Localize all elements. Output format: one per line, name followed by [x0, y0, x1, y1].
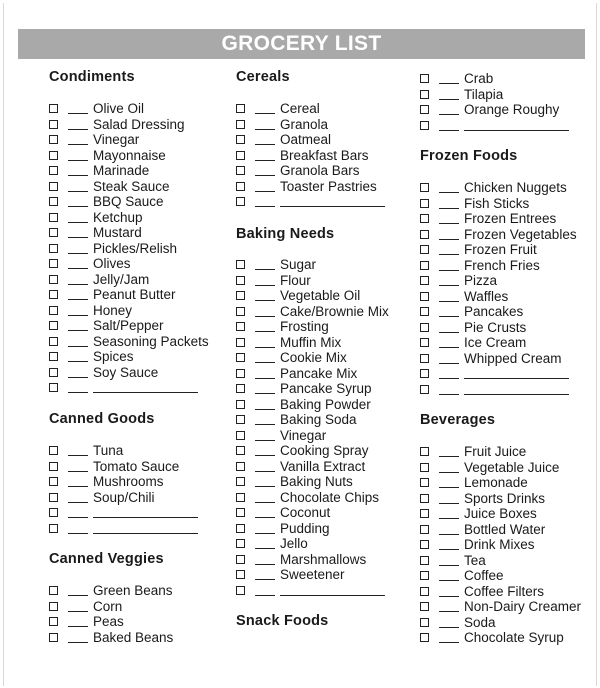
quantity-blank: [439, 534, 459, 535]
quantity-blank: [439, 472, 459, 473]
checkbox[interactable]: [49, 120, 58, 129]
checkbox[interactable]: [420, 292, 429, 301]
item-label: Granola: [280, 116, 329, 132]
quantity-blank: [439, 503, 459, 504]
item-label: Baking Nuts: [280, 474, 353, 489]
checkbox[interactable]: [420, 230, 429, 239]
quantity-blank: [439, 99, 459, 100]
checkbox[interactable]: [420, 245, 429, 254]
quantity-blank: [439, 192, 459, 193]
quantity-blank: [439, 487, 459, 488]
checkbox[interactable]: [236, 431, 245, 440]
checkbox[interactable]: [49, 182, 58, 191]
checkbox[interactable]: [49, 166, 58, 175]
quantity-blank: [255, 331, 275, 332]
item-label: Frozen Fruit: [464, 242, 537, 257]
item-label: Mushrooms: [93, 474, 164, 489]
quantity-blank: [439, 378, 459, 379]
quantity-blank: [68, 191, 88, 192]
checkbox[interactable]: [236, 291, 245, 300]
checkbox[interactable]: [49, 244, 58, 253]
quantity-blank: [68, 315, 88, 316]
checkbox[interactable]: [49, 508, 58, 517]
checkbox[interactable]: [236, 135, 245, 144]
checkbox[interactable]: [420, 633, 429, 642]
quantity-blank: [439, 611, 459, 612]
section-heading: Canned Goods: [49, 411, 155, 427]
checkbox[interactable]: [420, 90, 429, 99]
quantity-blank: [68, 237, 88, 238]
item-label: Pudding: [280, 520, 330, 536]
quantity-blank: [439, 285, 459, 286]
quantity-blank: [255, 517, 275, 518]
checkbox[interactable]: [420, 556, 429, 565]
item-label: Vinegar: [280, 427, 327, 443]
quantity-blank: [68, 299, 88, 300]
item-label: Green Beans: [93, 583, 173, 598]
checkbox[interactable]: [236, 151, 245, 160]
checkbox[interactable]: [49, 633, 58, 642]
quantity-blank: [439, 596, 459, 597]
checkbox[interactable]: [236, 415, 245, 424]
item-label: Pancake Syrup: [280, 381, 372, 396]
section-heading: Canned Veggies: [49, 551, 164, 567]
section-heading: Condiments: [49, 69, 135, 85]
item-label: Oatmeal: [280, 132, 332, 147]
checkbox[interactable]: [49, 135, 58, 144]
checkbox[interactable]: [420, 385, 429, 394]
item-label: Cake/Brownie Mix: [280, 303, 389, 319]
item-label: Mayonnaise: [93, 147, 166, 163]
quantity-blank: [68, 486, 88, 487]
quantity-blank: [439, 518, 459, 519]
item-label: Chocolate Chips: [280, 489, 380, 505]
checkbox[interactable]: [49, 352, 58, 361]
quantity-blank: [439, 332, 459, 333]
checkbox[interactable]: [236, 446, 245, 455]
quantity-blank: [255, 440, 275, 441]
quantity-blank: [68, 206, 88, 207]
item-label: Juice Boxes: [464, 506, 537, 521]
quantity-blank: [255, 175, 275, 176]
quantity-blank: [68, 253, 88, 254]
item-label: Non-Dairy Creamer: [464, 599, 582, 614]
quantity-blank: [439, 549, 459, 550]
checkbox[interactable]: [236, 586, 245, 595]
item-label: Pancake Mix: [280, 365, 358, 381]
checkbox[interactable]: [49, 446, 58, 455]
checkbox[interactable]: [49, 368, 58, 377]
checkbox[interactable]: [420, 478, 429, 487]
item-label: Ketchup: [93, 209, 143, 225]
section-heading: Frozen Foods: [420, 148, 518, 164]
quantity-blank: [255, 316, 275, 317]
checkbox[interactable]: [49, 213, 58, 222]
checkbox[interactable]: [49, 462, 58, 471]
checkbox[interactable]: [236, 166, 245, 175]
item-label: Coconut: [280, 505, 331, 520]
item-label: Tuna: [93, 443, 124, 458]
item-label: Peanut Butter: [93, 287, 176, 302]
item-label: Ice Cream: [464, 335, 527, 350]
write-in-line: [93, 533, 198, 534]
checkbox[interactable]: [236, 338, 245, 347]
item-label: Cereal: [280, 101, 320, 116]
item-label: Pancakes: [464, 304, 524, 319]
checkbox[interactable]: [236, 197, 245, 206]
quantity-blank: [439, 83, 459, 84]
checkbox[interactable]: [420, 369, 429, 378]
item-label: Vegetable Oil: [280, 288, 361, 303]
quantity-blank: [439, 565, 459, 566]
checkbox[interactable]: [49, 477, 58, 486]
section-heading: Snack Foods: [236, 613, 329, 629]
checkbox[interactable]: [49, 617, 58, 626]
checkbox[interactable]: [420, 74, 429, 83]
quantity-blank: [439, 347, 459, 348]
quantity-blank: [439, 301, 459, 302]
checkbox[interactable]: [236, 570, 245, 579]
item-label: Spices: [93, 349, 134, 364]
quantity-blank: [255, 300, 275, 301]
checkbox[interactable]: [49, 602, 58, 611]
checkbox[interactable]: [420, 121, 429, 130]
quantity-blank: [439, 239, 459, 240]
checkbox[interactable]: [236, 104, 245, 113]
item-label: Muffin Mix: [280, 334, 342, 350]
checkbox[interactable]: [236, 384, 245, 393]
checkbox[interactable]: [420, 307, 429, 316]
checkbox[interactable]: [420, 602, 429, 611]
quantity-blank: [439, 580, 459, 581]
item-label: Tomato Sauce: [93, 458, 180, 474]
item-label: Frozen Vegetables: [464, 226, 577, 242]
quantity-blank: [68, 517, 88, 518]
checkbox[interactable]: [420, 618, 429, 627]
quantity-blank: [255, 533, 275, 534]
quantity-blank: [255, 113, 275, 114]
item-label: Pizza: [464, 273, 498, 288]
checkbox[interactable]: [420, 463, 429, 472]
quantity-blank: [68, 129, 88, 130]
quantity-blank: [68, 284, 88, 285]
checkbox[interactable]: [236, 462, 245, 471]
checkbox[interactable]: [49, 383, 58, 392]
item-label: Frozen Entrees: [464, 211, 557, 226]
quantity-blank: [68, 330, 88, 331]
checkbox[interactable]: [236, 353, 245, 362]
quantity-blank: [68, 392, 88, 393]
quantity-blank: [255, 269, 275, 270]
section-heading: Beverages: [420, 412, 496, 428]
checkbox[interactable]: [420, 525, 429, 534]
checkbox[interactable]: [236, 493, 245, 502]
quantity-blank: [68, 361, 88, 362]
checkbox[interactable]: [49, 321, 58, 330]
quantity-blank: [439, 130, 459, 131]
checkbox[interactable]: [236, 322, 245, 331]
checkbox[interactable]: [420, 105, 429, 114]
item-label: Waffles: [464, 288, 509, 304]
checkbox[interactable]: [420, 338, 429, 347]
item-label: Olives: [93, 256, 131, 271]
quantity-blank: [68, 175, 88, 176]
item-label: Soda: [464, 614, 496, 630]
item-label: French Fries: [464, 257, 540, 273]
item-label: Crab: [464, 71, 494, 86]
item-label: Peas: [93, 614, 124, 629]
item-label: Orange Roughy: [464, 102, 560, 117]
section-heading: Cereals: [236, 69, 290, 85]
item-label: Vegetable Juice: [464, 459, 560, 475]
quantity-blank: [439, 316, 459, 317]
checkbox[interactable]: [420, 214, 429, 223]
item-label: Salad Dressing: [93, 116, 185, 132]
quantity-blank: [255, 579, 275, 580]
item-label: Fruit Juice: [464, 444, 527, 459]
item-label: Chicken Nuggets: [464, 180, 567, 195]
quantity-blank: [439, 270, 459, 271]
write-in-line: [93, 517, 198, 518]
checkbox[interactable]: [49, 275, 58, 284]
item-label: Toaster Pastries: [280, 178, 377, 194]
checkbox[interactable]: [420, 494, 429, 503]
quantity-blank: [439, 456, 459, 457]
item-label: Drink Mixes: [464, 537, 535, 552]
checkbox[interactable]: [236, 539, 245, 548]
quantity-blank: [255, 160, 275, 161]
quantity-blank: [68, 471, 88, 472]
checkbox[interactable]: [49, 228, 58, 237]
item-label: Chocolate Syrup: [464, 630, 564, 645]
item-label: Corn: [93, 598, 123, 614]
quantity-blank: [255, 129, 275, 130]
write-in-line: [280, 595, 385, 596]
item-label: Coffee: [464, 568, 504, 583]
item-label: Flour: [280, 272, 311, 288]
quantity-blank: [68, 377, 88, 378]
item-label: Jelly/Jam: [93, 271, 150, 287]
quantity-blank: [255, 595, 275, 596]
checkbox[interactable]: [420, 509, 429, 518]
item-label: Sugar: [280, 257, 317, 272]
item-label: Baking Soda: [280, 412, 357, 427]
checkbox[interactable]: [49, 259, 58, 268]
checkbox[interactable]: [236, 400, 245, 409]
quantity-blank: [68, 160, 88, 161]
checkbox[interactable]: [49, 290, 58, 299]
quantity-blank: [439, 394, 459, 395]
item-label: Baking Powder: [280, 396, 371, 412]
checkbox[interactable]: [420, 323, 429, 332]
item-label: Soup/Chili: [93, 489, 155, 505]
item-label: Baked Beans: [93, 629, 174, 645]
checkbox[interactable]: [420, 540, 429, 549]
checkbox[interactable]: [49, 197, 58, 206]
checkbox[interactable]: [236, 508, 245, 517]
checkbox[interactable]: [49, 493, 58, 502]
quantity-blank: [68, 268, 88, 269]
item-label: Mustard: [93, 225, 142, 240]
checkbox[interactable]: [49, 306, 58, 315]
quantity-blank: [255, 548, 275, 549]
item-label: Granola Bars: [280, 163, 360, 178]
quantity-blank: [68, 346, 88, 347]
quantity-blank: [255, 564, 275, 565]
page-title: GROCERY LIST: [18, 29, 585, 59]
quantity-blank: [68, 611, 88, 612]
checkbox[interactable]: [236, 182, 245, 191]
quantity-blank: [68, 502, 88, 503]
checkbox[interactable]: [420, 447, 429, 456]
item-label: Marshmallows: [280, 551, 367, 567]
checkbox[interactable]: [236, 524, 245, 533]
quantity-blank: [255, 409, 275, 410]
checkbox[interactable]: [420, 587, 429, 596]
item-label: Jello: [280, 536, 308, 551]
item-label: Sweetener: [280, 567, 345, 582]
quantity-blank: [439, 642, 459, 643]
quantity-blank: [68, 533, 88, 534]
checkbox[interactable]: [49, 337, 58, 346]
item-label: Honey: [93, 302, 133, 318]
item-label: Salt/Pepper: [93, 318, 164, 333]
quantity-blank: [255, 362, 275, 363]
quantity-blank: [439, 363, 459, 364]
quantity-blank: [255, 486, 275, 487]
quantity-blank: [255, 455, 275, 456]
checkbox[interactable]: [420, 261, 429, 270]
item-label: Vanilla Extract: [280, 458, 366, 474]
item-label: Sports Drinks: [464, 490, 546, 506]
checkbox[interactable]: [420, 571, 429, 580]
write-in-line: [93, 392, 198, 393]
quantity-blank: [68, 113, 88, 114]
item-label: Olive Oil: [93, 101, 145, 116]
item-label: Soy Sauce: [93, 364, 159, 380]
item-label: Pickles/Relish: [93, 240, 178, 256]
item-label: Coffee Filters: [464, 583, 545, 599]
checkbox[interactable]: [420, 276, 429, 285]
quantity-blank: [68, 626, 88, 627]
quantity-blank: [68, 144, 88, 145]
checkbox[interactable]: [49, 586, 58, 595]
checkbox[interactable]: [236, 260, 245, 269]
quantity-blank: [255, 206, 275, 207]
quantity-blank: [68, 455, 88, 456]
checkbox[interactable]: [236, 276, 245, 285]
write-in-line: [464, 394, 569, 395]
item-label: Tea: [464, 552, 486, 568]
checkbox[interactable]: [49, 524, 58, 533]
item-label: Cookie Mix: [280, 350, 347, 365]
item-label: Bottled Water: [464, 521, 546, 537]
item-label: Marinade: [93, 163, 150, 178]
quantity-blank: [255, 191, 275, 192]
quantity-blank: [439, 223, 459, 224]
item-label: BBQ Sauce: [93, 194, 164, 209]
write-in-line: [280, 206, 385, 207]
write-in-line: [464, 378, 569, 379]
quantity-blank: [439, 627, 459, 628]
item-label: Lemonade: [464, 475, 528, 490]
quantity-blank: [255, 144, 275, 145]
quantity-blank: [255, 378, 275, 379]
quantity-blank: [255, 424, 275, 425]
quantity-blank: [255, 471, 275, 472]
item-label: Pie Crusts: [464, 319, 527, 335]
checkbox[interactable]: [420, 199, 429, 208]
checkbox[interactable]: [236, 369, 245, 378]
quantity-blank: [255, 285, 275, 286]
quantity-blank: [68, 222, 88, 223]
checkbox[interactable]: [49, 104, 58, 113]
quantity-blank: [68, 642, 88, 643]
checkbox[interactable]: [420, 183, 429, 192]
item-label: Fish Sticks: [464, 195, 530, 211]
quantity-blank: [255, 393, 275, 394]
item-label: Vinegar: [93, 132, 140, 147]
checkbox[interactable]: [236, 477, 245, 486]
quantity-blank: [439, 114, 459, 115]
item-label: Breakfast Bars: [280, 147, 369, 163]
checkbox[interactable]: [420, 354, 429, 363]
quantity-blank: [255, 347, 275, 348]
item-label: Tilapia: [464, 86, 504, 102]
write-in-line: [464, 130, 569, 131]
section-heading: Baking Needs: [236, 226, 335, 242]
item-label: Cooking Spray: [280, 443, 369, 458]
checkbox[interactable]: [236, 555, 245, 564]
checkbox[interactable]: [236, 120, 245, 129]
item-label: Seasoning Packets: [93, 333, 209, 349]
item-label: Frosting: [280, 319, 329, 334]
checkbox[interactable]: [49, 151, 58, 160]
item-label: Steak Sauce: [93, 178, 170, 194]
quantity-blank: [439, 254, 459, 255]
item-label: Whipped Cream: [464, 350, 562, 366]
quantity-blank: [255, 502, 275, 503]
quantity-blank: [68, 595, 88, 596]
checkbox[interactable]: [236, 307, 245, 316]
quantity-blank: [439, 208, 459, 209]
